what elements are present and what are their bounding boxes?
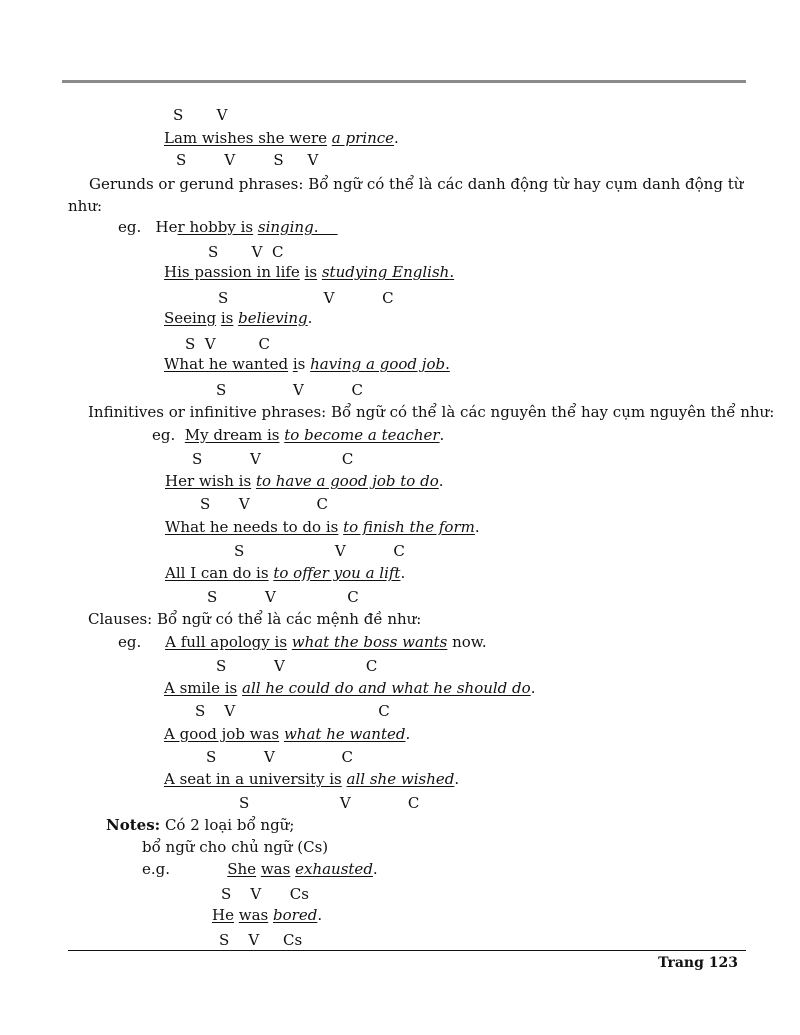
text-line xyxy=(142,838,328,856)
text-segment: như: xyxy=(68,197,103,215)
text-segment: . xyxy=(405,725,411,743)
text-segment: . xyxy=(394,129,399,147)
text-segment: What he needs to do is xyxy=(165,518,339,536)
text-segment: a prince xyxy=(331,129,395,147)
text-line xyxy=(185,335,270,353)
text-segment: Clauses: Bổ ngữ có thể là các mệnh đề như: xyxy=(88,610,422,628)
text-line xyxy=(216,381,363,399)
text-line xyxy=(118,218,338,236)
text-line xyxy=(176,151,318,169)
text-line xyxy=(68,197,102,215)
text-line xyxy=(192,450,353,468)
text-line xyxy=(219,931,302,949)
text-segment: A good job was xyxy=(164,725,280,743)
text-segment: . xyxy=(454,770,460,788)
text-segment: bổ ngữ cho chủ ngữ (Cs) xyxy=(142,838,329,856)
text-segment: S V C xyxy=(185,335,271,353)
text-segment: is xyxy=(304,263,318,281)
text-segment: what he wanted xyxy=(283,725,406,743)
text-line xyxy=(165,518,480,536)
text-segment: S V C xyxy=(239,794,420,812)
text-segment: She xyxy=(227,860,257,878)
header-rule xyxy=(62,80,746,83)
text-line xyxy=(152,426,444,444)
text-segment: having a good job xyxy=(310,355,446,373)
text-segment: now. xyxy=(447,633,487,651)
text-segment: was xyxy=(238,906,269,924)
text-segment: . xyxy=(439,426,445,444)
footer-rule xyxy=(68,950,746,951)
text-segment: all she wished xyxy=(346,770,455,788)
text-segment: S V C xyxy=(200,495,328,513)
text-segment: He xyxy=(212,906,234,924)
text-segment: . xyxy=(317,906,323,924)
text-line xyxy=(165,472,444,490)
text-segment: Gerunds or gerund phrases: Bổ ngữ có thể là các danh động từ hay cụm danh động từ xyxy=(89,175,744,193)
text-segment: r hobby is xyxy=(177,218,254,236)
text-segment: to finish the form xyxy=(343,518,475,536)
text-segment: exhausted xyxy=(295,860,373,878)
text-segment: . xyxy=(449,263,455,281)
text-segment: to offer you a lift xyxy=(273,564,401,582)
text-line xyxy=(164,129,399,147)
text-line xyxy=(164,770,459,788)
text-segment: S V C xyxy=(234,542,405,560)
text-segment: to have a good job to do xyxy=(255,472,439,490)
text-segment: S V C xyxy=(207,588,359,606)
text-line xyxy=(239,794,419,812)
text-segment: What he wanted xyxy=(164,355,289,373)
text-line xyxy=(207,588,359,606)
text-segment: S V C xyxy=(206,748,354,766)
text-segment: to become a teacher xyxy=(284,426,440,444)
text-segment: . xyxy=(445,355,450,373)
text-segment: A seat in a university is xyxy=(164,770,342,788)
text-segment: S V C xyxy=(218,289,394,307)
text-line xyxy=(88,610,421,628)
text-segment: Seeing xyxy=(164,309,217,327)
text-segment: Lam wishes she were xyxy=(164,129,328,147)
text-segment: s xyxy=(297,355,311,373)
text-line xyxy=(195,702,390,720)
text-line xyxy=(164,263,454,281)
text-segment: Her wish is xyxy=(165,472,252,490)
text-line xyxy=(218,289,394,307)
text-segment: My dream is xyxy=(184,426,280,444)
text-line xyxy=(173,106,228,124)
text-segment: S V S V xyxy=(176,151,319,169)
text-segment: . xyxy=(372,860,378,878)
text-segment: A smile is xyxy=(164,679,238,697)
text-segment: S V Cs xyxy=(221,885,309,903)
text-line xyxy=(234,542,405,560)
text-line xyxy=(106,816,294,834)
text-line xyxy=(212,906,322,924)
text-segment: singing. xyxy=(257,218,338,236)
text-segment: S V Cs xyxy=(219,931,303,949)
text-segment: . xyxy=(307,309,313,327)
text-line xyxy=(164,309,312,327)
text-segment: A full apology is xyxy=(165,633,288,651)
text-line xyxy=(208,243,284,261)
text-segment: is xyxy=(220,309,234,327)
text-line xyxy=(221,885,309,903)
text-line xyxy=(216,657,377,675)
text-segment: bored xyxy=(273,906,318,924)
text-segment: was xyxy=(260,860,291,878)
text-segment: studying English xyxy=(321,263,450,281)
text-segment: . xyxy=(438,472,444,490)
text-segment: eg. xyxy=(152,426,185,444)
text-segment: Notes: xyxy=(106,816,161,834)
text-segment: . xyxy=(530,679,536,697)
text-line xyxy=(164,725,410,743)
text-line xyxy=(164,355,450,373)
text-segment: S V C xyxy=(216,381,364,399)
text-line xyxy=(118,633,487,651)
text-segment: His passion in life xyxy=(164,263,300,281)
text-segment: S V C xyxy=(192,450,354,468)
text-segment: i xyxy=(292,355,298,373)
page-number: Trang 123 xyxy=(658,955,738,971)
text-segment: Infinitives or infinitive phrases: Bổ ngữ có thể là các nguyên thể hay cụm nguyên thể như: xyxy=(88,403,775,421)
text-line xyxy=(88,403,774,421)
text-line xyxy=(142,860,378,878)
text-line xyxy=(89,175,743,193)
text-line xyxy=(165,564,405,582)
text-segment: eg. He xyxy=(118,218,178,236)
text-segment: believing xyxy=(238,309,308,327)
text-segment: all he could do and what he should do xyxy=(242,679,531,697)
text-segment: S V C xyxy=(208,243,284,261)
text-segment: . xyxy=(474,518,480,536)
text-line xyxy=(164,679,535,697)
text-segment: Có 2 loại bổ ngữ; xyxy=(160,816,295,834)
text-segment: what the boss wants xyxy=(291,633,448,651)
text-segment: . xyxy=(400,564,406,582)
text-segment: All I can do is xyxy=(165,564,269,582)
text-segment: S V xyxy=(173,106,228,124)
text-line xyxy=(200,495,328,513)
text-segment: S V C xyxy=(195,702,390,720)
text-segment: e.g. xyxy=(142,860,228,878)
text-segment: eg. xyxy=(118,633,166,651)
text-line xyxy=(206,748,353,766)
text-segment: S V C xyxy=(216,657,378,675)
